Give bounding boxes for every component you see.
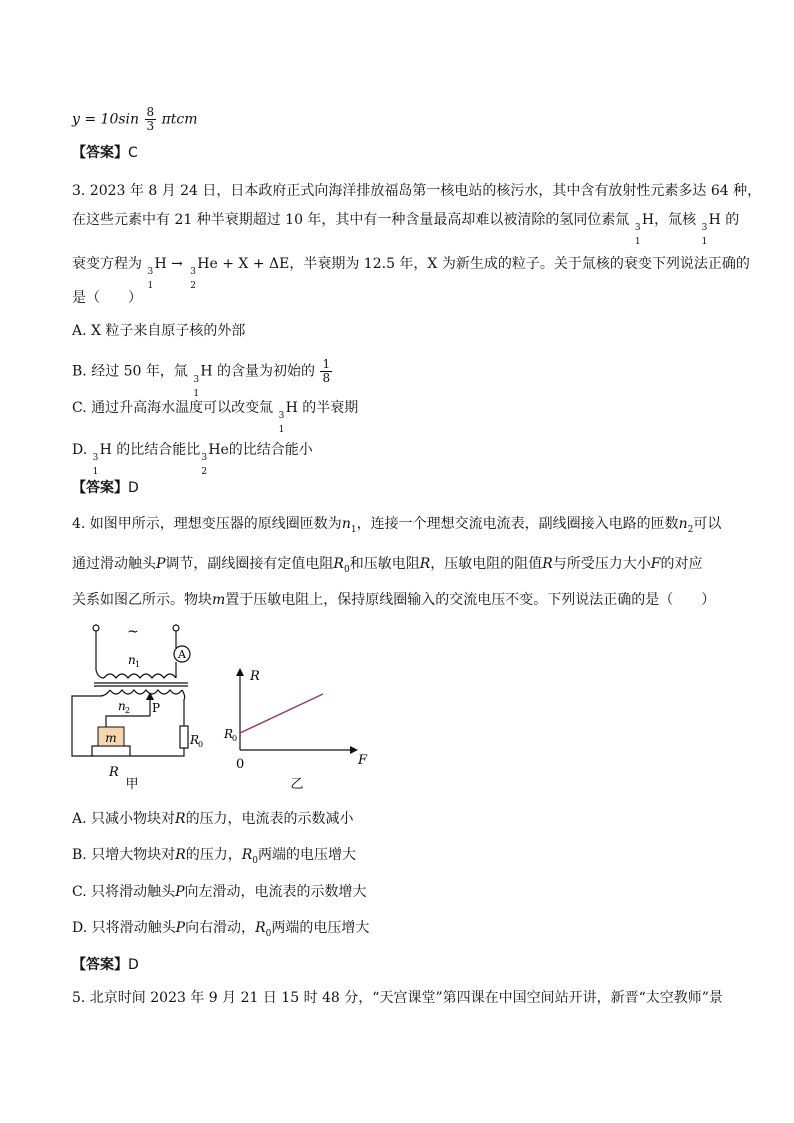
q4-text: 的对应 bbox=[660, 556, 703, 572]
option-text: C. 通过升高海水温度可以改变氚 bbox=[72, 400, 274, 416]
q3-line3 bbox=[72, 254, 750, 291]
answer-label: 【答案】 bbox=[72, 145, 128, 161]
answer-label: 【答案】 bbox=[72, 957, 128, 973]
ammeter-label: A bbox=[178, 648, 186, 661]
option-text: 两端的电压增大 bbox=[271, 920, 370, 936]
q4-text: 关系如图乙所示。物块 bbox=[72, 592, 212, 608]
r-f-line bbox=[240, 694, 323, 733]
var-sub: 1 bbox=[350, 524, 357, 535]
q4-text: 可以 bbox=[693, 516, 722, 532]
q5-line1: 5. 北京时间 2023 年 9 月 21 日 15 时 48 分，“天宫课堂”第四课在中国空间站开讲，新晋“太空教师”景 bbox=[72, 990, 723, 1006]
formula-text: y = 10sin bbox=[72, 111, 140, 128]
q4-text: 通过滑动触头 bbox=[72, 556, 156, 572]
answer-q3 bbox=[72, 478, 139, 498]
label-n1-sub: 1 bbox=[135, 660, 141, 669]
q4-text: 置于压敏电阻上，保持原线圈输入的交流电压不变。下列说法正确的是（ ） bbox=[225, 592, 716, 608]
ac-symbol: ~ bbox=[127, 624, 139, 640]
fixed-resistor bbox=[180, 726, 188, 748]
option-text: D. 只将滑动触头 bbox=[72, 920, 176, 936]
label-P: P bbox=[152, 701, 161, 715]
y-axis-arrow-icon bbox=[236, 668, 244, 676]
fraction-denominator: 8 bbox=[322, 371, 331, 385]
label-yi: 乙 bbox=[290, 777, 304, 792]
label-jia: 甲 bbox=[125, 777, 139, 792]
secondary-wire bbox=[182, 690, 185, 726]
option-text: D. bbox=[72, 442, 92, 458]
fraction bbox=[320, 358, 332, 385]
var-n: n bbox=[341, 516, 351, 532]
atomic-number: 1 bbox=[193, 388, 200, 399]
var-sub: 0 bbox=[252, 855, 259, 866]
atomic-number: 2 bbox=[190, 281, 197, 291]
q3-text: 在这些元素中有 21 种半衰期超过 10 年，其中有一种含量最高却难以被清除的氢同位素氚 bbox=[72, 212, 630, 228]
q4-line1 bbox=[72, 514, 721, 540]
fraction-numerator: 8 bbox=[146, 105, 155, 119]
option-text: H 的半衰期 bbox=[285, 400, 359, 416]
primary-coil bbox=[104, 674, 176, 678]
var-R: R bbox=[419, 556, 431, 572]
option-text: H 的含量为初始的 bbox=[200, 363, 316, 380]
formula-tail: πtcm bbox=[161, 111, 198, 128]
label-n1: n bbox=[128, 653, 136, 667]
q4-line3 bbox=[72, 590, 715, 610]
option-text: C. 只将滑动触头 bbox=[72, 884, 176, 900]
q3-option-a: A. X 粒子来自原子核的外部 bbox=[72, 323, 246, 339]
mass-number: 3 bbox=[278, 411, 285, 421]
atomic-number: 1 bbox=[147, 281, 154, 291]
q3-option-d bbox=[72, 440, 313, 477]
mass-number: 3 bbox=[193, 374, 200, 385]
q3-text: He + X + ΔE，半衰期为 12.5 年，X 为新生成的粒子。关于氚核的衰变下列说法正确的 bbox=[197, 256, 750, 272]
answer-value: D bbox=[128, 957, 139, 973]
var-R0: R bbox=[333, 556, 344, 572]
secondary-coil bbox=[110, 690, 182, 694]
q3-text: H，氚核 bbox=[641, 212, 697, 228]
q4-figure bbox=[70, 620, 390, 800]
mass-number: 3 bbox=[634, 223, 641, 233]
var-F: F bbox=[650, 556, 661, 572]
q3-line1: 3. 2023 年 8 月 24 日，日本政府正式向海洋排放福岛第一核电站的核污水，其中含有放射性元素多达 64 种， bbox=[72, 183, 762, 199]
option-text: 两端的电压增大 bbox=[258, 847, 357, 863]
x-axis-arrow-icon bbox=[350, 746, 358, 754]
atomic-number: 2 bbox=[201, 467, 208, 477]
q4-text: 和压敏电阻 bbox=[349, 556, 420, 572]
mass-number: 3 bbox=[147, 267, 154, 277]
label-R0-sub: 0 bbox=[198, 740, 204, 749]
q3-text: H 的 bbox=[708, 212, 740, 228]
mass-number: 3 bbox=[201, 453, 208, 463]
label-n2: n bbox=[118, 699, 126, 713]
var-sub: 2 bbox=[687, 524, 694, 535]
fraction-denominator: 3 bbox=[146, 119, 155, 133]
secondary-wire bbox=[130, 748, 184, 756]
q4-option-d bbox=[72, 918, 369, 944]
var-P: P bbox=[175, 884, 185, 900]
var-sub: 0 bbox=[343, 564, 350, 575]
primary-wire bbox=[96, 631, 104, 678]
q3-line4: 是（ ） bbox=[72, 290, 142, 306]
q3-option-b bbox=[72, 357, 333, 399]
pressure-resistor bbox=[92, 746, 130, 756]
mass-number: 3 bbox=[92, 453, 99, 463]
q4-text: ，压敏电阻的阻值 bbox=[430, 556, 543, 572]
answer-prev bbox=[72, 143, 138, 163]
atomic-number: 1 bbox=[92, 467, 99, 477]
q4-option-b bbox=[72, 845, 356, 871]
option-text: H 的比结合能比 bbox=[99, 442, 201, 458]
var-R: R bbox=[175, 811, 186, 827]
var-n: n bbox=[678, 516, 688, 532]
q4-text: 调节，副线圈接有定值电阻 bbox=[165, 556, 334, 572]
slider-arrow-icon bbox=[146, 692, 154, 700]
mass-number: 3 bbox=[701, 223, 708, 233]
q3-line2 bbox=[72, 210, 740, 247]
answer-value: D bbox=[128, 480, 139, 496]
var-R: R bbox=[542, 556, 553, 572]
label-n2-sub: 2 bbox=[125, 706, 131, 715]
graph-label-F: F bbox=[358, 753, 368, 768]
graph-label-R: R bbox=[250, 669, 260, 684]
option-text: 的压力， bbox=[185, 847, 242, 863]
var-R0: R bbox=[241, 847, 253, 863]
atomic-number: 1 bbox=[634, 237, 641, 247]
graph-label-R0: R bbox=[224, 727, 234, 741]
var-P: P bbox=[156, 556, 166, 572]
label-R: R bbox=[109, 765, 119, 780]
q4-option-c bbox=[72, 882, 367, 902]
option-text: 向左滑动，电流表的示数增大 bbox=[184, 884, 367, 900]
atomic-number: 1 bbox=[701, 237, 708, 247]
q4-option-a bbox=[72, 809, 354, 829]
option-text: 的压力，电流表的示数减小 bbox=[185, 811, 354, 827]
answer-q4 bbox=[72, 955, 139, 975]
graph-origin: 0 bbox=[236, 757, 245, 772]
fraction-numerator: 1 bbox=[322, 357, 331, 371]
answer-value: C bbox=[128, 145, 138, 161]
var-P: P bbox=[175, 920, 186, 936]
q3-text: 衰变方程为 bbox=[72, 256, 142, 272]
answer-label: 【答案】 bbox=[72, 480, 128, 496]
input-terminal bbox=[173, 625, 179, 631]
input-terminal bbox=[93, 625, 99, 631]
option-text: B. 经过 50 年，氚 bbox=[72, 363, 188, 380]
q4-text: ，连接一个理想交流电流表，副线圈接入电路的匝数 bbox=[356, 516, 679, 532]
q4-text: 4. 如图甲所示，理想变压器的原线圈匝数为 bbox=[72, 516, 342, 532]
q3-option-c bbox=[72, 398, 359, 435]
var-R: R bbox=[175, 847, 186, 863]
var-m: m bbox=[212, 592, 226, 608]
option-text: B. 只增大物块对 bbox=[72, 847, 176, 863]
label-m: m bbox=[105, 731, 117, 745]
mass-number: 3 bbox=[190, 267, 197, 277]
var-sub: 0 bbox=[265, 928, 272, 939]
formula-fraction bbox=[145, 106, 157, 133]
atomic-number: 1 bbox=[278, 425, 285, 435]
option-text: 向右滑动， bbox=[185, 920, 256, 936]
prev-formula bbox=[72, 106, 198, 133]
label-R0: R bbox=[190, 733, 200, 747]
circuit-jia bbox=[72, 625, 188, 756]
graph-label-R0-sub: 0 bbox=[232, 734, 238, 743]
q4-text: 与所受压力大小 bbox=[552, 556, 651, 572]
q3-text: H → bbox=[154, 256, 183, 272]
option-text: A. 只减小物块对 bbox=[72, 811, 176, 827]
q4-line2 bbox=[72, 554, 703, 580]
var-R0: R bbox=[255, 920, 266, 936]
option-text: He的比结合能小 bbox=[208, 442, 313, 458]
